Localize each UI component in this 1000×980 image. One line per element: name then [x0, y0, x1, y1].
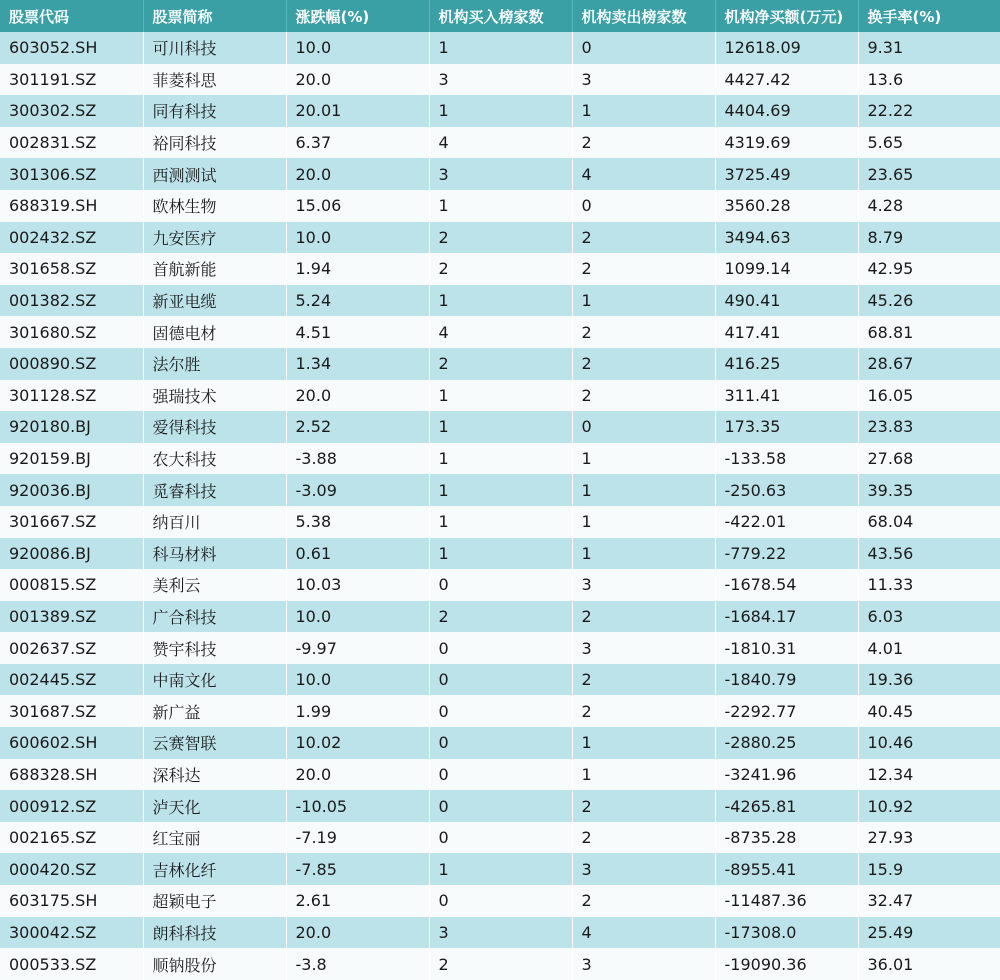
stock-code-cell: 301128.SZ	[0, 380, 143, 412]
inst-buy-count-cell: 1	[429, 443, 572, 475]
inst-sell-count-cell: 4	[572, 917, 715, 949]
stock-code-cell: 301667.SZ	[0, 506, 143, 538]
turnover-rate-cell: 12.34	[867, 764, 914, 784]
table-row	[0, 790, 1000, 822]
inst-net-buy-cell: -133.58	[715, 443, 858, 475]
table-row	[0, 443, 1000, 475]
turnover-rate-cell: 11.33	[867, 575, 914, 595]
turnover-rate-cell: 28.67	[867, 354, 914, 374]
stock-name-cell: 可川科技	[143, 32, 286, 64]
inst-buy-count-cell: 1	[429, 285, 572, 317]
turnover-rate-cell: 4.01	[867, 638, 904, 658]
stock-code-cell: 603052.SH	[0, 32, 143, 64]
inst-buy-count-cell: 2	[429, 253, 572, 285]
column-header-code: 股票代码	[0, 0, 143, 32]
inst-buy-count-cell: 3	[429, 158, 572, 190]
table-row	[0, 822, 1000, 854]
stock-name-cell: 菲菱科思	[143, 64, 286, 96]
table-row	[0, 948, 1000, 980]
table-row	[0, 917, 1000, 949]
change-pct-cell: 2.61	[286, 885, 429, 917]
change-pct-cell: 10.0	[286, 32, 429, 64]
inst-buy-count-cell: 0	[429, 727, 572, 759]
stock-name-cell: 朗科科技	[143, 917, 286, 949]
inst-net-buy-cell: -3241.96	[715, 759, 858, 791]
change-pct-cell: 10.02	[286, 727, 429, 759]
inst-sell-count-cell: 3	[572, 64, 715, 96]
turnover-rate-cell: 25.49	[867, 922, 914, 942]
change-pct-cell: 5.24	[286, 285, 429, 317]
table-row	[0, 727, 1000, 759]
inst-sell-count-cell: 4	[572, 158, 715, 190]
stock-code-cell: 002165.SZ	[0, 822, 143, 854]
turnover-rate-cell: 36.01	[867, 954, 914, 974]
inst-net-buy-cell: -17308.0	[715, 917, 858, 949]
inst-net-buy-cell: -422.01	[715, 506, 858, 538]
inst-sell-count-cell: 1	[572, 443, 715, 475]
change-pct-cell: 20.0	[286, 158, 429, 190]
change-pct-cell: 20.0	[286, 64, 429, 96]
stock-code-cell: 301191.SZ	[0, 64, 143, 96]
stock-name-cell: 广合科技	[143, 601, 286, 633]
stock-code-cell: 000420.SZ	[0, 853, 143, 885]
turnover-rate-cell: 15.9	[867, 859, 904, 879]
inst-sell-count-cell: 2	[572, 127, 715, 159]
inst-net-buy-cell: 490.41	[715, 285, 858, 317]
inst-buy-count-cell: 0	[429, 695, 572, 727]
inst-net-buy-cell: 173.35	[715, 411, 858, 443]
table-row	[0, 127, 1000, 159]
inst-net-buy-cell: -19090.36	[715, 948, 858, 980]
stock-code-cell: 920159.BJ	[0, 443, 143, 475]
change-pct-cell: 5.38	[286, 506, 429, 538]
stock-name-cell: 美利云	[143, 569, 286, 601]
stock-name-cell: 泸天化	[143, 790, 286, 822]
turnover-rate-cell: 8.79	[867, 227, 904, 247]
turnover-rate-cell: 4.28	[867, 196, 904, 216]
inst-buy-count-cell: 1	[429, 853, 572, 885]
inst-net-buy-cell: 417.41	[715, 316, 858, 348]
table-row	[0, 95, 1000, 127]
stock-name-cell: 法尔胜	[143, 348, 286, 380]
stock-name-cell: 科马材料	[143, 538, 286, 570]
table-row	[0, 316, 1000, 348]
column-header-inst-buy: 机构买入榜家数	[429, 0, 572, 32]
stock-code-cell: 000815.SZ	[0, 569, 143, 601]
inst-buy-count-cell: 0	[429, 632, 572, 664]
inst-sell-count-cell: 1	[572, 538, 715, 570]
inst-net-buy-cell: 3494.63	[715, 222, 858, 254]
inst-net-buy-cell: -1678.54	[715, 569, 858, 601]
inst-buy-count-cell: 1	[429, 380, 572, 412]
inst-net-buy-cell: 3560.28	[715, 190, 858, 222]
turnover-rate-cell: 27.93	[867, 828, 914, 848]
change-pct-cell: 20.0	[286, 917, 429, 949]
stock-name-cell: 纳百川	[143, 506, 286, 538]
change-pct-cell: -7.19	[286, 822, 429, 854]
inst-net-buy-cell: -2880.25	[715, 727, 858, 759]
inst-buy-count-cell: 1	[429, 411, 572, 443]
change-pct-cell: 6.37	[286, 127, 429, 159]
turnover-rate-cell: 42.95	[867, 259, 914, 279]
turnover-rate-cell: 23.65	[867, 164, 914, 184]
inst-sell-count-cell: 3	[572, 853, 715, 885]
change-pct-cell: 1.94	[286, 253, 429, 285]
stock-name-cell: 农大科技	[143, 443, 286, 475]
stock-code-cell: 301680.SZ	[0, 316, 143, 348]
turnover-rate-cell: 45.26	[867, 291, 914, 311]
turnover-rate-cell: 6.03	[867, 606, 904, 626]
inst-sell-count-cell: 2	[572, 222, 715, 254]
inst-buy-count-cell: 0	[429, 822, 572, 854]
inst-net-buy-cell: 416.25	[715, 348, 858, 380]
column-header-change: 涨跌幅(%)	[286, 0, 429, 32]
table-row	[0, 222, 1000, 254]
inst-net-buy-cell: -8955.41	[715, 853, 858, 885]
stock-name-cell: 吉林化纤	[143, 853, 286, 885]
change-pct-cell: 20.0	[286, 380, 429, 412]
table-row	[0, 601, 1000, 633]
inst-buy-count-cell: 3	[429, 917, 572, 949]
inst-buy-count-cell: 0	[429, 790, 572, 822]
inst-sell-count-cell: 3	[572, 569, 715, 601]
inst-buy-count-cell: 1	[429, 190, 572, 222]
stock-name-cell: 红宝丽	[143, 822, 286, 854]
inst-sell-count-cell: 1	[572, 474, 715, 506]
turnover-rate-cell: 16.05	[867, 385, 914, 405]
turnover-rate-cell: 32.47	[867, 891, 914, 911]
inst-buy-count-cell: 2	[429, 348, 572, 380]
column-header-net-buy: 机构净买额(万元)	[715, 0, 858, 32]
inst-buy-count-cell: 3	[429, 64, 572, 96]
inst-sell-count-cell: 1	[572, 727, 715, 759]
inst-net-buy-cell: -1684.17	[715, 601, 858, 633]
stock-name-cell: 固德电材	[143, 316, 286, 348]
stock-name-cell: 中南文化	[143, 664, 286, 696]
turnover-rate-cell: 68.04	[867, 512, 914, 532]
stock-code-cell: 300042.SZ	[0, 917, 143, 949]
change-pct-cell: -3.8	[286, 948, 429, 980]
inst-net-buy-cell: 3725.49	[715, 158, 858, 190]
inst-sell-count-cell: 1	[572, 285, 715, 317]
change-pct-cell: 2.52	[286, 411, 429, 443]
inst-net-buy-cell: -779.22	[715, 538, 858, 570]
stock-code-cell: 002637.SZ	[0, 632, 143, 664]
inst-net-buy-cell: 4404.69	[715, 95, 858, 127]
stock-code-cell: 600602.SH	[0, 727, 143, 759]
column-header-inst-sell: 机构卖出榜家数	[572, 0, 715, 32]
change-pct-cell: 20.01	[286, 95, 429, 127]
stock-code-cell: 688328.SH	[0, 759, 143, 791]
inst-buy-count-cell: 2	[429, 222, 572, 254]
change-pct-cell: 0.61	[286, 538, 429, 570]
turnover-rate-cell: 39.35	[867, 480, 914, 500]
table-row	[0, 569, 1000, 601]
inst-sell-count-cell: 3	[572, 948, 715, 980]
inst-sell-count-cell: 0	[572, 190, 715, 222]
stock-code-cell: 688319.SH	[0, 190, 143, 222]
table-row	[0, 695, 1000, 727]
table-row	[0, 253, 1000, 285]
change-pct-cell: 10.03	[286, 569, 429, 601]
inst-sell-count-cell: 0	[572, 411, 715, 443]
inst-sell-count-cell: 2	[572, 885, 715, 917]
stock-code-cell: 000533.SZ	[0, 948, 143, 980]
turnover-rate-cell: 68.81	[867, 322, 914, 342]
inst-net-buy-cell: -250.63	[715, 474, 858, 506]
stock-name-cell: 裕同科技	[143, 127, 286, 159]
table-row	[0, 285, 1000, 317]
change-pct-cell: 4.51	[286, 316, 429, 348]
turnover-rate-cell: 19.36	[867, 670, 914, 690]
table-row	[0, 32, 1000, 64]
header-row	[0, 0, 1000, 32]
table-row	[0, 632, 1000, 664]
table-row	[0, 411, 1000, 443]
inst-net-buy-cell: 4319.69	[715, 127, 858, 159]
change-pct-cell: 20.0	[286, 759, 429, 791]
inst-sell-count-cell: 2	[572, 316, 715, 348]
stock-name-cell: 新亚电缆	[143, 285, 286, 317]
change-pct-cell: 10.0	[286, 664, 429, 696]
stock-name-cell: 新广益	[143, 695, 286, 727]
change-pct-cell: 10.0	[286, 601, 429, 633]
stock-code-cell: 001389.SZ	[0, 601, 143, 633]
inst-sell-count-cell: 2	[572, 253, 715, 285]
change-pct-cell: -3.88	[286, 443, 429, 475]
inst-buy-count-cell: 4	[429, 316, 572, 348]
turnover-rate-cell: 23.83	[867, 417, 914, 437]
change-pct-cell: -10.05	[286, 790, 429, 822]
inst-net-buy-cell: 4427.42	[715, 64, 858, 96]
inst-buy-count-cell: 0	[429, 885, 572, 917]
stock-name-cell: 九安医疗	[143, 222, 286, 254]
inst-sell-count-cell: 2	[572, 822, 715, 854]
stock-code-cell: 301687.SZ	[0, 695, 143, 727]
table-row	[0, 853, 1000, 885]
inst-sell-count-cell: 0	[572, 32, 715, 64]
table-body	[0, 32, 1000, 980]
stock-name-cell: 西测测试	[143, 158, 286, 190]
inst-net-buy-cell: 1099.14	[715, 253, 858, 285]
turnover-rate-cell: 27.68	[867, 449, 914, 469]
change-pct-cell: 1.99	[286, 695, 429, 727]
stock-code-cell: 000912.SZ	[0, 790, 143, 822]
inst-sell-count-cell: 2	[572, 348, 715, 380]
stock-name-cell: 顺钠股份	[143, 948, 286, 980]
stock-code-cell: 603175.SH	[0, 885, 143, 917]
inst-buy-count-cell: 1	[429, 32, 572, 64]
change-pct-cell: -7.85	[286, 853, 429, 885]
table-row	[0, 348, 1000, 380]
stock-code-cell: 920086.BJ	[0, 538, 143, 570]
inst-buy-count-cell: 1	[429, 506, 572, 538]
inst-sell-count-cell: 1	[572, 759, 715, 791]
stock-name-cell: 深科达	[143, 759, 286, 791]
turnover-rate-cell: 22.22	[867, 101, 914, 121]
stock-code-cell: 920180.BJ	[0, 411, 143, 443]
turnover-rate-cell: 5.65	[867, 133, 904, 153]
inst-sell-count-cell: 2	[572, 790, 715, 822]
stock-code-cell: 301306.SZ	[0, 158, 143, 190]
table-row	[0, 380, 1000, 412]
table-row	[0, 759, 1000, 791]
inst-sell-count-cell: 2	[572, 380, 715, 412]
inst-buy-count-cell: 2	[429, 948, 572, 980]
inst-buy-count-cell: 1	[429, 474, 572, 506]
inst-net-buy-cell: -8735.28	[715, 822, 858, 854]
stock-name-cell: 欧林生物	[143, 190, 286, 222]
table-row	[0, 664, 1000, 696]
table-row	[0, 474, 1000, 506]
column-header-name: 股票简称	[143, 0, 286, 32]
inst-sell-count-cell: 1	[572, 95, 715, 127]
change-pct-cell: 1.34	[286, 348, 429, 380]
table-row	[0, 885, 1000, 917]
table-row	[0, 190, 1000, 222]
table-row	[0, 158, 1000, 190]
table-row	[0, 64, 1000, 96]
stock-code-cell: 002831.SZ	[0, 127, 143, 159]
inst-net-buy-cell: 12618.09	[715, 32, 858, 64]
turnover-rate-cell: 43.56	[867, 543, 914, 563]
stock-code-cell: 920036.BJ	[0, 474, 143, 506]
inst-net-buy-cell: -11487.36	[715, 885, 858, 917]
inst-buy-count-cell: 1	[429, 95, 572, 127]
inst-buy-count-cell: 1	[429, 538, 572, 570]
stock-code-cell: 300302.SZ	[0, 95, 143, 127]
inst-buy-count-cell: 0	[429, 664, 572, 696]
stock-name-cell: 觅睿科技	[143, 474, 286, 506]
turnover-rate-cell: 10.92	[867, 796, 914, 816]
stock-code-cell: 002445.SZ	[0, 664, 143, 696]
inst-sell-count-cell: 2	[572, 601, 715, 633]
inst-sell-count-cell: 2	[572, 695, 715, 727]
change-pct-cell: -9.97	[286, 632, 429, 664]
inst-buy-count-cell: 0	[429, 569, 572, 601]
inst-net-buy-cell: -1840.79	[715, 664, 858, 696]
inst-net-buy-cell: 311.41	[715, 380, 858, 412]
change-pct-cell: 15.06	[286, 190, 429, 222]
inst-sell-count-cell: 3	[572, 632, 715, 664]
turnover-rate-cell: 9.31	[867, 38, 904, 58]
inst-net-buy-cell: -1810.31	[715, 632, 858, 664]
stock-name-cell: 首航新能	[143, 253, 286, 285]
turnover-rate-cell: 10.46	[867, 733, 914, 753]
inst-sell-count-cell: 2	[572, 664, 715, 696]
stock-name-cell: 云赛智联	[143, 727, 286, 759]
stock-name-cell: 强瑞技术	[143, 380, 286, 412]
inst-sell-count-cell: 1	[572, 506, 715, 538]
change-pct-cell: 10.0	[286, 222, 429, 254]
stock-name-cell: 超颖电子	[143, 885, 286, 917]
change-pct-cell: -3.09	[286, 474, 429, 506]
turnover-rate-cell: 40.45	[867, 701, 914, 721]
table-row	[0, 538, 1000, 570]
stock-name-cell: 同有科技	[143, 95, 286, 127]
turnover-rate-cell: 13.6	[867, 69, 904, 89]
inst-buy-count-cell: 0	[429, 759, 572, 791]
stock-code-cell: 002432.SZ	[0, 222, 143, 254]
stock-code-cell: 301658.SZ	[0, 253, 143, 285]
inst-net-buy-cell: -4265.81	[715, 790, 858, 822]
inst-net-buy-cell: -2292.77	[715, 695, 858, 727]
stock-code-cell: 000890.SZ	[0, 348, 143, 380]
stock-name-cell: 爱得科技	[143, 411, 286, 443]
stock-code-cell: 001382.SZ	[0, 285, 143, 317]
inst-buy-count-cell: 4	[429, 127, 572, 159]
stock-name-cell: 赞宇科技	[143, 632, 286, 664]
table-row	[0, 506, 1000, 538]
inst-buy-count-cell: 2	[429, 601, 572, 633]
column-header-turnover: 换手率(%)	[867, 7, 942, 26]
